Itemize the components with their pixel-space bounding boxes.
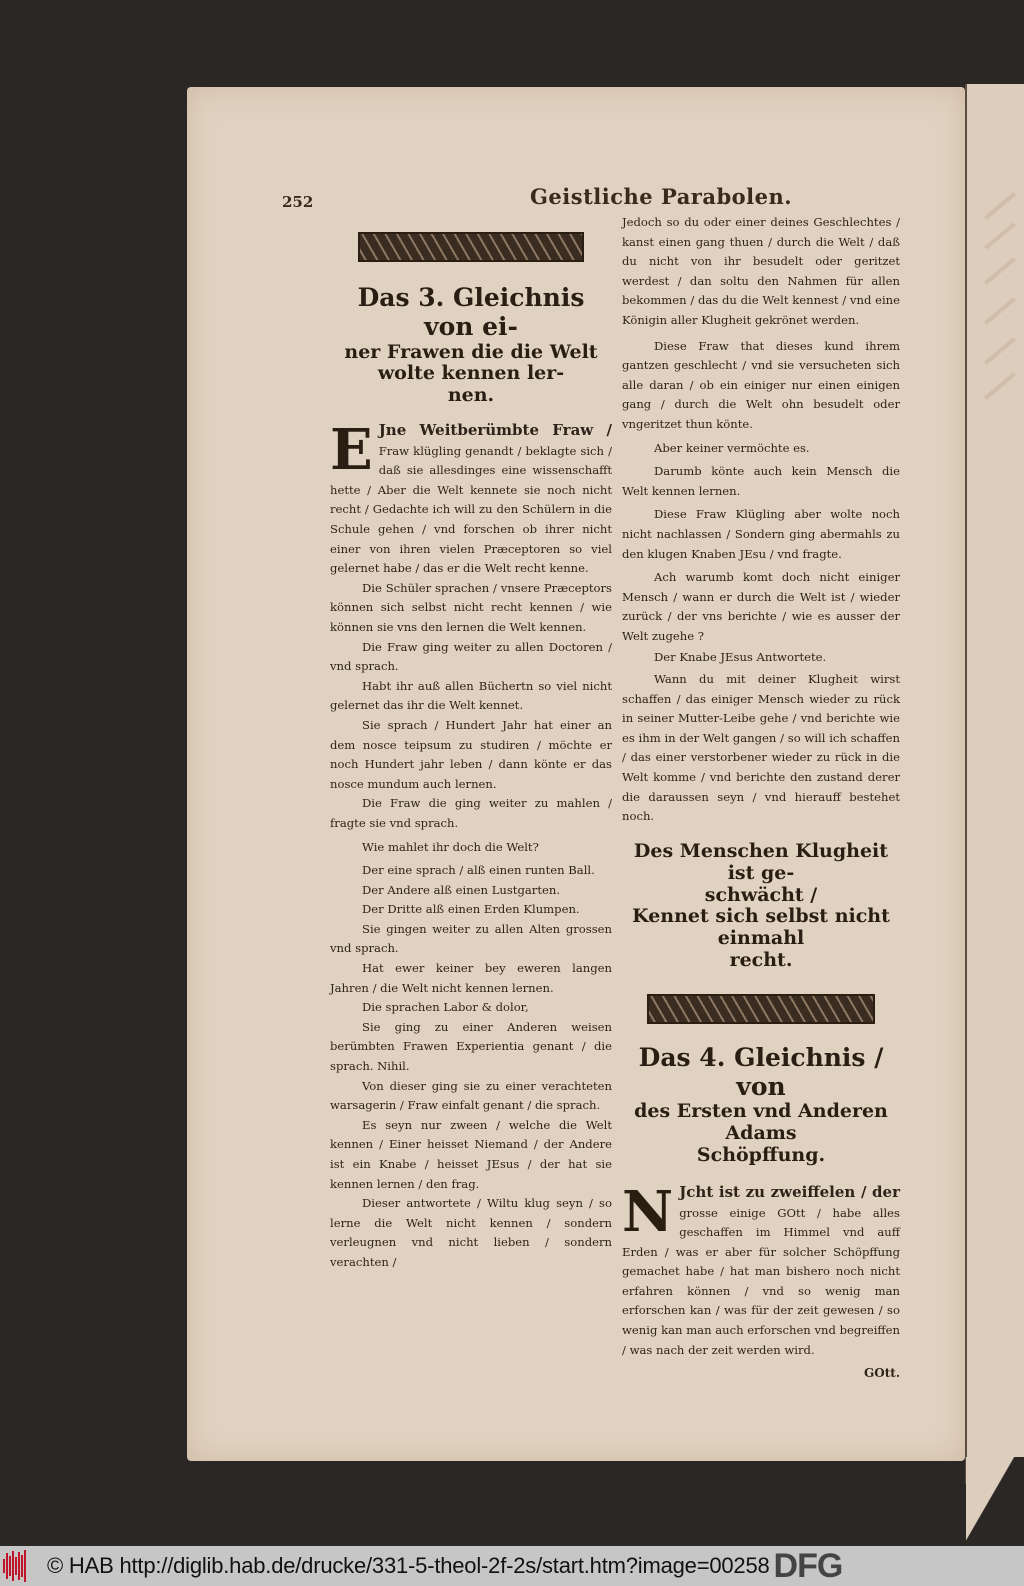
opening-text: grosse einige GOtt / habe alles geschaffen im Himmel vnd auff Erden / was er aber für solcher Schöpffung gemachet habe / hat man bishero noch nicht erfahren können / vnd so wenig man erforschen kan / was für der zeit gewesen / so wenig kan man auch erforschen vnd begreiffen / was nach der zeit werden wird. bbox=[622, 1205, 900, 1357]
paragraph: Sie ging zu einer Anderen weisen berümbten Frawen Experientia genant / die sprach. Nihil. bbox=[330, 1019, 612, 1074]
paragraph: Habt ihr auß allen Büchertn so viel nicht gelernet das ihr die Welt kennet. bbox=[330, 678, 612, 713]
paragraph: Sie gingen weiter zu allen Alten grossen vnd sprach. bbox=[330, 921, 612, 956]
paragraph: Dieser antwortete / Wiltu klug seyn / so lerne die Welt nicht kennen / sondern verleugnen vnd nicht lieben / sondern verachten / bbox=[330, 1196, 612, 1269]
paragraph: Diese Fraw Klügling aber wolte noch nicht nachlassen / Sondern ging abermahls zu den klugen Knaben JEsu / vnd fragte. bbox=[622, 507, 900, 561]
paragraph: Ach warumb komt doch nicht einiger Mensch / wann er durch die Welt ist / wieder zurück / der vns berichte / wie es ausser der Welt zugehe ? bbox=[622, 570, 900, 643]
catchword: GOtt. bbox=[864, 1366, 900, 1381]
continuation-paragraph: Jedoch so du oder einer deines Geschlechtes / kanst einen gang thuen / durch die Welt / daß du nicht von ihr besudelt oder geritzet werdest / dan soltu den Nahmen für allen bekommen / das du die Welt kennest / vnd eine Königin aller Klugheit gekrönet werden. bbox=[622, 215, 900, 327]
opening-text: Fraw klügling genandt / beklagte sich / daß sie allesdinges eine wissenschafft hette / Aber die Welt kennete sie noch nicht recht / Gedachte ich will zu den Schülern in die Schule gehen / vnd forschen ob ihrer nicht einer von ihren vielen Præceptoren so viel gelernet habe / das er die Welt recht kenne. bbox=[330, 443, 612, 576]
facing-page-corner bbox=[966, 1457, 1024, 1540]
paragraph: Wann du mit deiner Klugheit wirst schaffen / das einiger Mensch wieder zu rück in seiner Mutter-Leibe gehe / vnd berichte wie es ihm in der Welt gangen / so will ich schaffen / das einer verstorbener wieder zu rück in die Welt komme / vnd berichte den zustand derer die daraussen seyn / vnd hierauff bestehet noch. bbox=[622, 672, 900, 824]
paragraph: Diese Fraw that dieses kund ihrem gantzen geschlecht / vnd sie versucheten sich alle daran / ob ein einiger nur einen einigen gang / durch die Welt ohn besudelt oder vngeritzet thun könte. bbox=[622, 338, 900, 431]
chapter-4-title-line: des Ersten vnd Anderen Adams bbox=[634, 1100, 888, 1145]
chapter-3-title-line: Das 3. Gleichnis von ei- bbox=[357, 283, 585, 341]
paragraph: Die Schüler sprachen / vnsere Præceptors können sich selbst nicht recht kennen / wie können sie vns den lernen die Welt kennen. bbox=[330, 580, 612, 634]
moral-line: schwächt / bbox=[704, 883, 818, 906]
moral-heading bbox=[622, 841, 900, 972]
left-column bbox=[330, 232, 612, 1273]
paragraph: Die Fraw ging weiter zu allen Doctoren / vnd sprach. bbox=[330, 639, 612, 674]
moral-line: Kennet sich selbst nicht einmahl bbox=[632, 905, 890, 950]
paragraph: Die Fraw die ging weiter zu mahlen / fragte sie vnd sprach. bbox=[330, 796, 612, 830]
facing-page-edge bbox=[965, 84, 1024, 1484]
paragraph: Der Dritte alß einen Erden Klumpen. bbox=[362, 902, 580, 917]
paragraph: Darumb könte auch kein Mensch die Welt kennen lernen. bbox=[622, 464, 900, 498]
moral-line: Des Menschen Klugheit ist ge- bbox=[633, 839, 889, 884]
chapter-4-title-line: Schöpffung. bbox=[696, 1144, 826, 1167]
dropcap-letter: N bbox=[622, 1178, 674, 1245]
opening-words: Jcht ist zu zweiffelen / der bbox=[679, 1182, 900, 1201]
chapter-4-title bbox=[622, 1044, 900, 1167]
paragraph: Es seyn nur zween / welche die Welt kennen / Einer heisset Niemand / der Andere ist ein Knabe / heisset JEsus / der hat sie kennen lernen / den frag. bbox=[330, 1117, 612, 1191]
chapter-3-title-line: ner Frawen die die Welt bbox=[344, 340, 598, 363]
paragraph: Die sprachen Labor & dolor, bbox=[362, 1000, 529, 1015]
paragraph: Der eine sprach / alß einen runten Ball. bbox=[362, 863, 595, 878]
ornament-band-icon bbox=[358, 232, 584, 262]
chapter-4-opening bbox=[622, 1178, 900, 1360]
dfg-logo-icon: DFG bbox=[773, 1546, 843, 1585]
paragraph: Aber keiner vermöchte es. bbox=[654, 440, 810, 455]
chapter-3-title bbox=[330, 284, 612, 407]
ornament-band-icon bbox=[647, 994, 875, 1024]
paragraph: Der Andere alß einen Lustgarten. bbox=[362, 882, 561, 897]
chapter-3-opening bbox=[330, 417, 612, 579]
paragraph: Der Knabe JEsus Antwortete. bbox=[654, 650, 827, 665]
chapter-3-title-line: nen. bbox=[447, 384, 495, 407]
chapter-4-title-line: Das 4. Gleichnis / von bbox=[638, 1042, 884, 1101]
dropcap-letter: E bbox=[330, 417, 373, 484]
paragraph: Sie sprach / Hundert Jahr hat einer an dem nosce teipsum zu studiren / möchte er noch Hundert jahr leben / dann könte er das nosce mundum auch lernen. bbox=[330, 717, 612, 791]
running-head: Geistliche Parabolen. bbox=[530, 184, 793, 209]
paragraph: Wie mahlet ihr doch die Welt? bbox=[362, 839, 539, 854]
page-number: 252 bbox=[282, 193, 314, 211]
copyright-bar bbox=[0, 1546, 1024, 1586]
copyright-link[interactable]: © HAB http://diglib.hab.de/drucke/331-5-theol-2f-2s/start.htm?image=00258 bbox=[47, 1553, 770, 1578]
opening-words: Jne Weitberümbte Fraw / bbox=[378, 421, 612, 440]
chapter-3-title-line: wolte kennen ler- bbox=[377, 362, 565, 385]
right-column bbox=[622, 213, 900, 1380]
hab-logo-icon bbox=[3, 1550, 27, 1582]
moral-line: recht. bbox=[729, 949, 793, 972]
paragraph: Von dieser ging sie zu einer verachteten warsagerin / Fraw einfalt genant / die sprach. bbox=[330, 1078, 612, 1113]
paragraph: Hat ewer keiner bey eweren langen Jahren / die Welt nicht kennen lernen. bbox=[330, 961, 612, 995]
